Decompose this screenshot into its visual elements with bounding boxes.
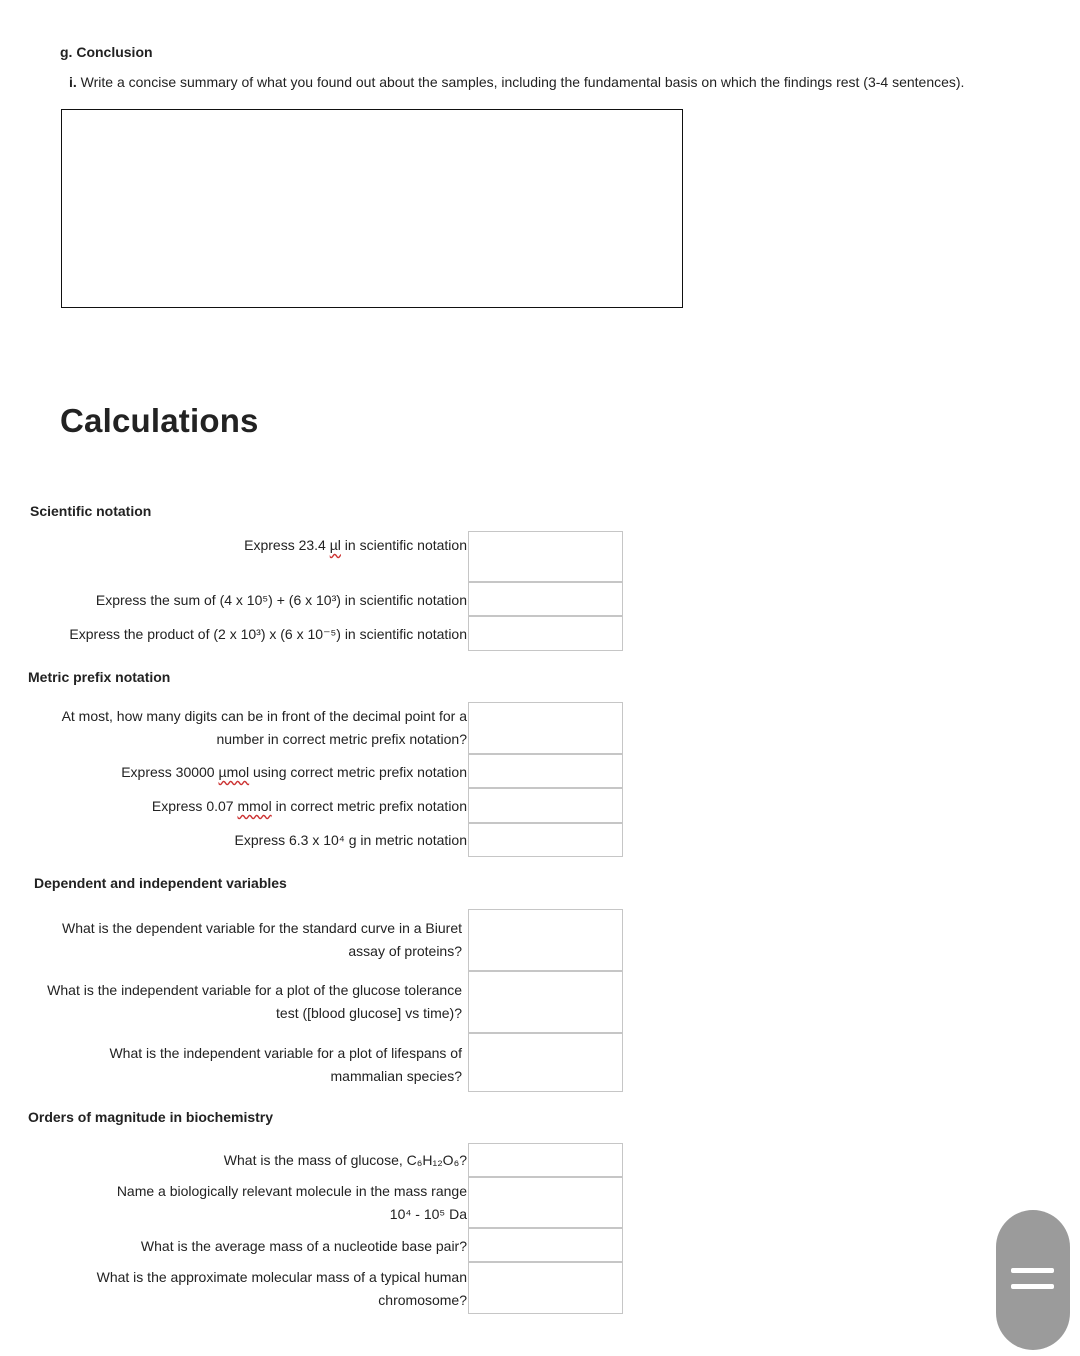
prompt-number: i.	[69, 74, 77, 90]
question-glucose-tolerance: What is the independent variable for a plot of the glucose tolerance test ([blood glucose] vs time)?	[47, 982, 462, 1021]
question-digits-before-decimal: At most, how many digits can be in front of the decimal point for a number in correct metric prefix notation?	[61, 708, 467, 747]
question-molecule-mass-range: Name a biologically relevant molecule in the mass range 10⁴ - 10⁵ Da	[116, 1183, 467, 1222]
calculations-title: Calculations	[60, 402, 259, 439]
question-6-3-g: Express 6.3 x 10⁴ g in metric notation	[234, 832, 467, 848]
answer-field-lifespans[interactable]	[468, 1033, 623, 1092]
section-scientific-notation: Scientific notation	[30, 503, 152, 519]
question-chromosome-mass: What is the approximate molecular mass of a typical human chromosome?	[96, 1269, 467, 1308]
answer-field-digits[interactable]	[468, 702, 623, 754]
prompt-text: Write a concise summary of what you found out about the samples, including the fundamental basis on which the findings rest (3-4 sentences).	[76, 74, 965, 90]
question-biuret-dependent: What is the dependent variable for the standard curve in a Biuret assay of proteins?	[61, 920, 462, 959]
conclusion-heading: g. Conclusion	[60, 44, 153, 60]
equals-grip-icon	[1011, 1268, 1054, 1273]
question-product: Express the product of (2 x 10³) x (6 x 10⁻⁵) in scientific notation	[69, 626, 467, 642]
answer-field-23-4-ul[interactable]	[468, 531, 623, 582]
answer-field-glucose-tolerance[interactable]	[468, 971, 623, 1033]
section-metric-prefix: Metric prefix notation	[28, 669, 171, 685]
question-sum: Express the sum of (4 x 10⁵) + (6 x 10³) in scientific notation	[95, 592, 467, 608]
question-23-4-ul: Express 23.4 µl in scientific notation	[244, 537, 467, 553]
answer-field-6-3-g[interactable]	[468, 823, 623, 857]
answer-field-0-07-mmol[interactable]	[468, 788, 623, 823]
answer-field-30000-umol[interactable]	[468, 754, 623, 788]
question-glucose-mass: What is the mass of glucose, C₆H₁₂O₆?	[223, 1152, 467, 1168]
answer-field-biuret[interactable]	[468, 909, 623, 971]
section-variables: Dependent and independent variables	[34, 875, 287, 891]
question-30000-umol: Express 30000 µmol using correct metric prefix notation	[121, 764, 467, 780]
scroll-handle-button[interactable]	[996, 1210, 1070, 1350]
question-lifespans: What is the independent variable for a plot of lifespans of mammalian species?	[109, 1045, 462, 1084]
answer-field-molecule[interactable]	[468, 1177, 623, 1228]
section-orders-of-magnitude: Orders of magnitude in biochemistry	[28, 1109, 274, 1125]
question-0-07-mmol: Express 0.07 mmol in correct metric prefix notation	[151, 798, 467, 814]
answer-field-base-pair[interactable]	[468, 1228, 623, 1262]
answer-field-chromosome[interactable]	[468, 1262, 623, 1314]
answer-field-product[interactable]	[468, 616, 623, 651]
conclusion-prompt	[69, 74, 964, 90]
answer-field-sum[interactable]	[468, 582, 623, 616]
answer-field-glucose-mass[interactable]	[468, 1143, 623, 1177]
conclusion-answer-box[interactable]	[61, 109, 683, 308]
question-base-pair-mass: What is the average mass of a nucleotide base pair?	[140, 1238, 467, 1254]
